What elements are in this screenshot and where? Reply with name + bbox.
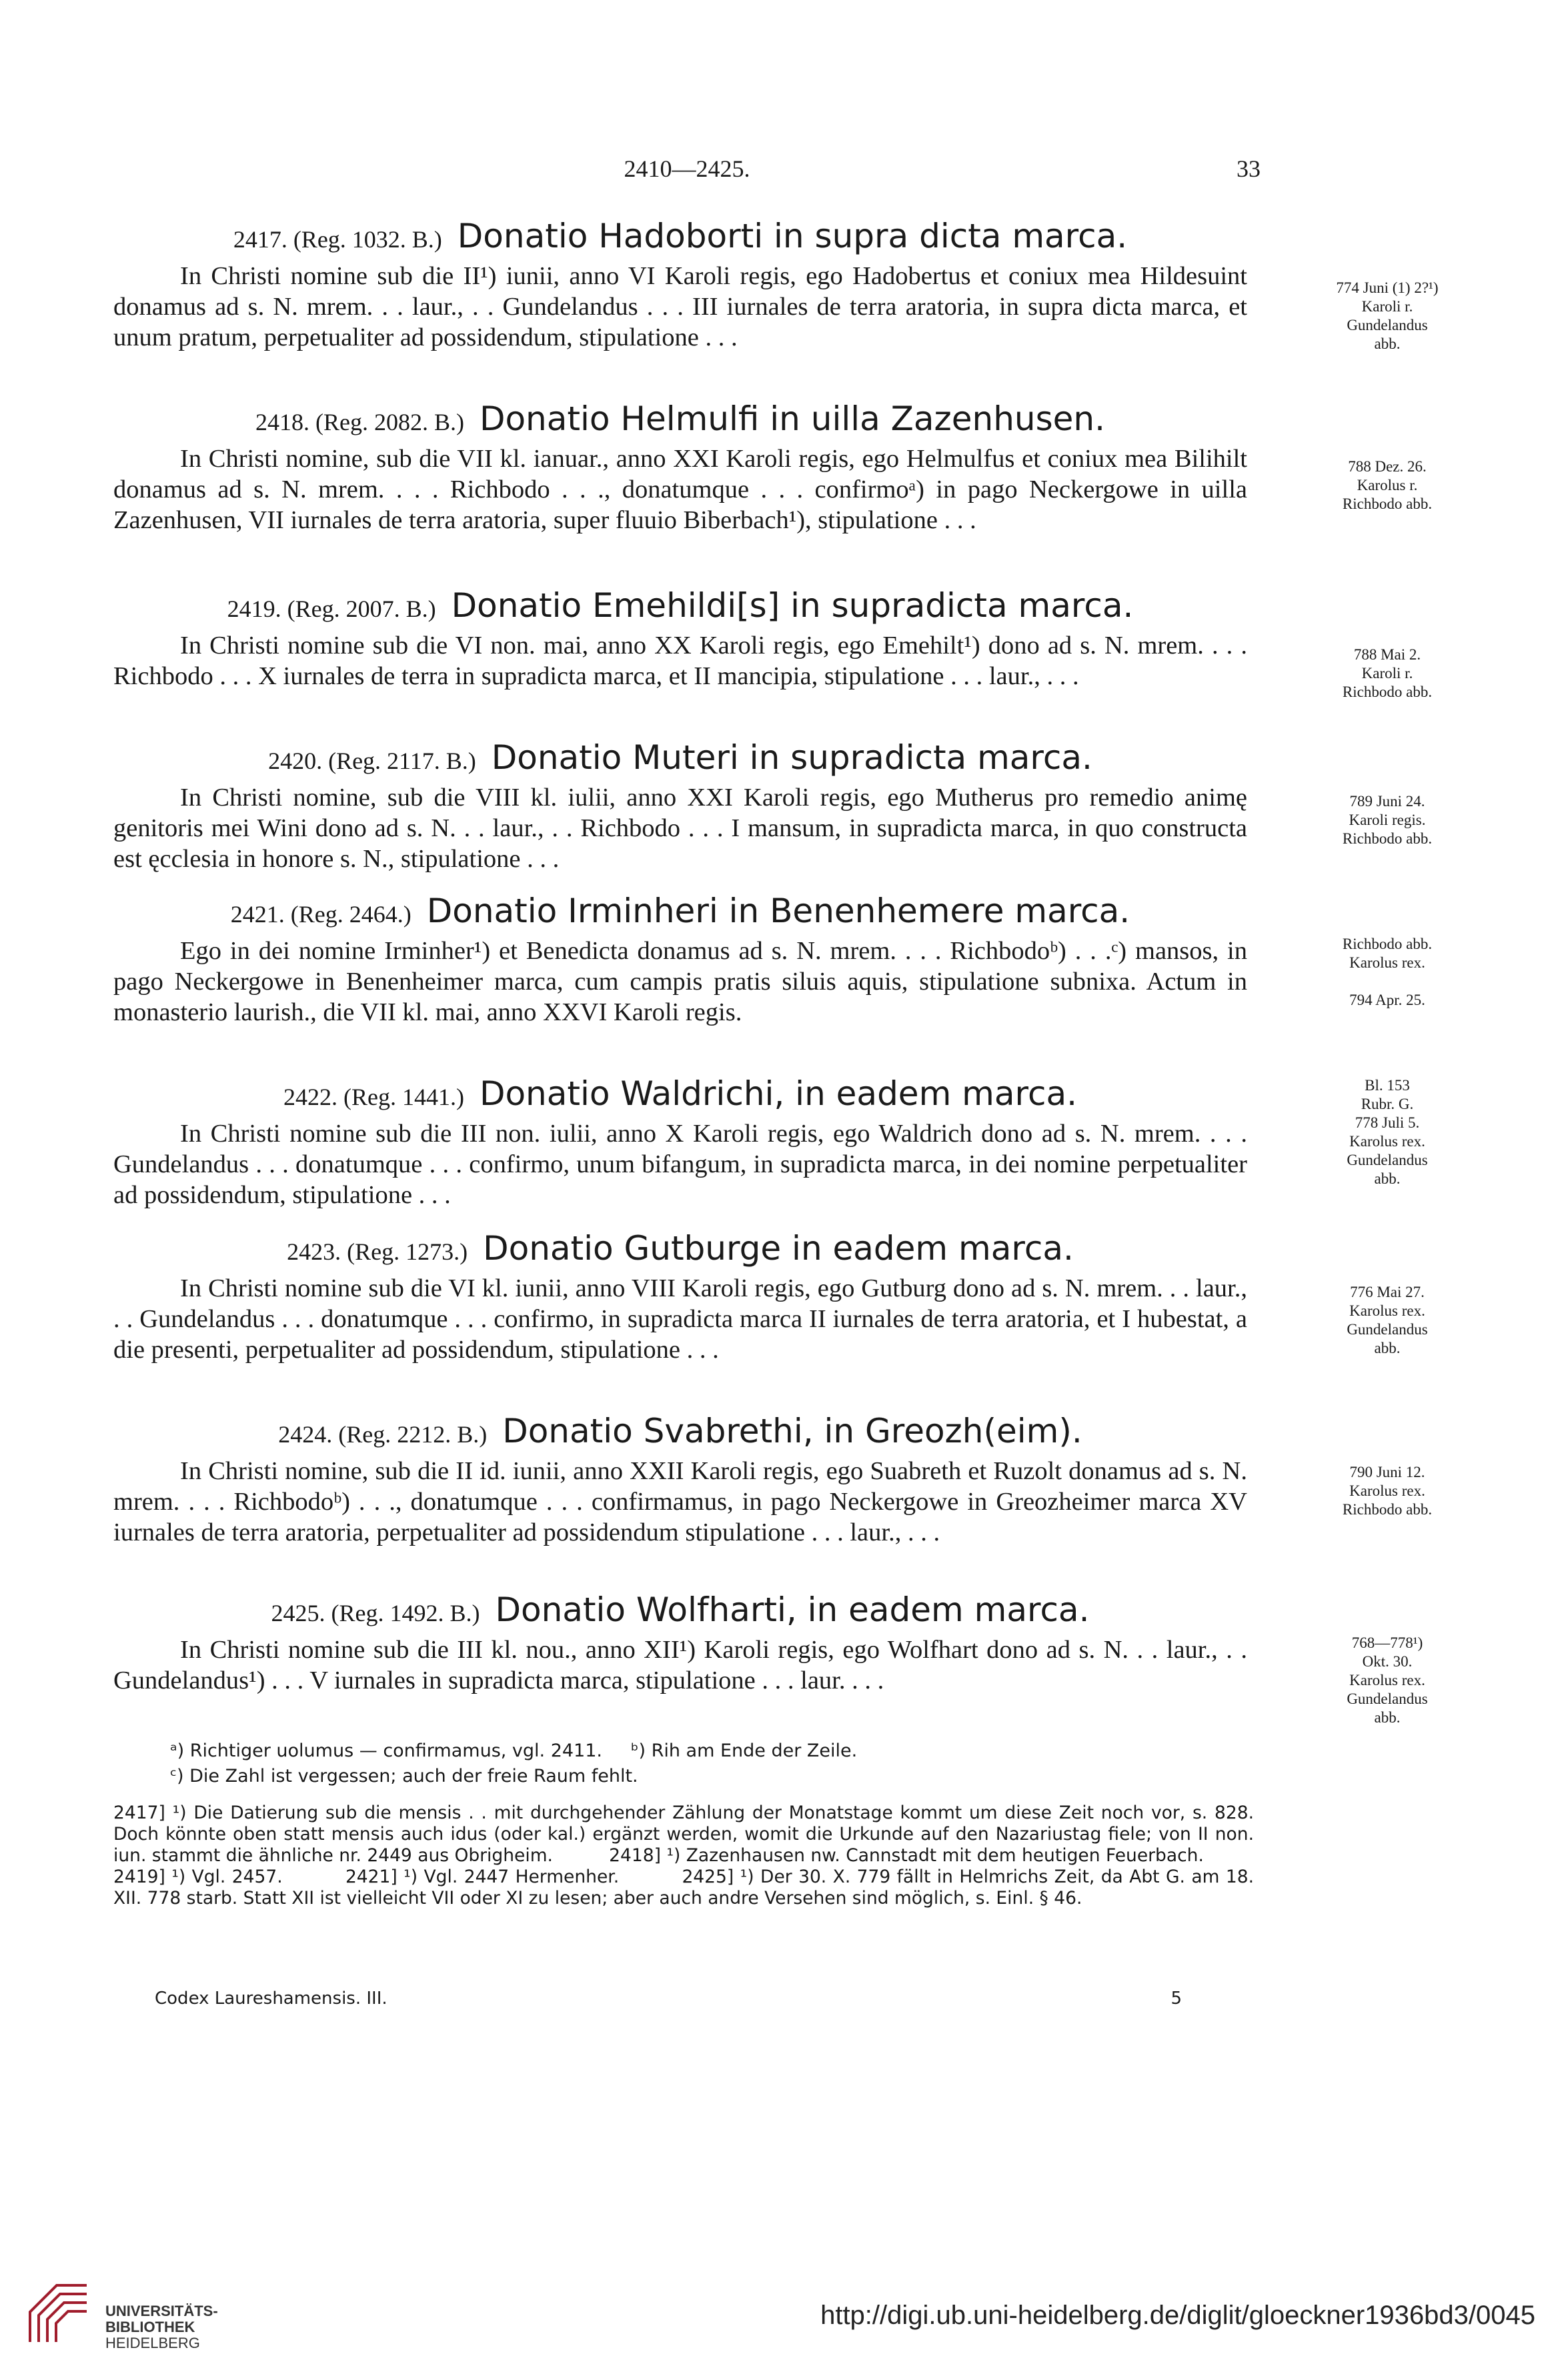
entry-text: In Christi nomine sub die VI kl. iunii, anno VIII Karoli regis, ego Gutburg dono ad s. N. mrem. . . laur., . . Gundelandus . . . donatumque . . . confirmo, in supradicta marca II iurnales de terra aratoria, et I hubestat, a die presenti, perpetualiter ad possidendum, stipulatione . . .: [113, 1274, 1247, 1364]
margin-note: [1254, 646, 1521, 702]
margin-note: [1254, 1283, 1521, 1358]
charter-entry: [113, 890, 1247, 1028]
entry-title: Donatio Irminheri in Benenhemere marca.: [426, 892, 1130, 930]
textual-notes: [170, 1738, 1237, 1789]
margin-line: abb.: [1374, 335, 1401, 352]
margin-line: Richbodo abb.: [1342, 936, 1433, 952]
entry-title: Donatio Svabrethi, in Greozh(eim).: [502, 1412, 1082, 1450]
entry-title: Donatio Wolfharti, in eadem marca.: [495, 1590, 1090, 1629]
margin-line: 788 Dez. 26.: [1348, 458, 1427, 475]
entry-reg: (Reg. 1492. B.): [331, 1600, 480, 1626]
margin-line: 790 Juni 12.: [1349, 1464, 1425, 1480]
margin-line: Richbodo abb.: [1342, 495, 1433, 512]
footnote-paragraph: 2419] ¹) Vgl. 2457. 2421] ¹) Vgl. 2447 Hermenher. 2425] ¹) Der 30. X. 779 fällt in Helmrichs Zeit, da Abt G. am 18. XII. 778 starb. Statt XII ist vielleicht VII oder XI zu lesen; aber auch andre Versehen sind möglich, s. Einl. § 46.: [113, 1867, 1260, 1909]
entry-number: 2423.: [287, 1238, 341, 1265]
margin-line: Richbodo abb.: [1342, 1501, 1433, 1518]
margin-note: [1254, 792, 1521, 848]
charter-entry: [113, 584, 1247, 692]
entry-reg: (Reg. 1273.): [347, 1238, 468, 1265]
margin-line: Rubr. G.: [1361, 1096, 1414, 1112]
entry-text: In Christi nomine, sub die II id. iunii, anno XXII Karoli regis, ego Suabreth et Ruzolt donamus ad s. N. mrem. . . . Richbodoᵇ) . . ., donatumque . . . confirmamus, in pago Neckergowe in Greozheimer marca XV iurnales de terra aratoria, perpetualiter ad possidendum stipulatione . . . laur., . . .: [113, 1457, 1247, 1546]
margin-note: [1254, 1076, 1521, 1188]
margin-line: Bl. 153: [1365, 1077, 1410, 1094]
textual-note-line: ᵃ) Richtiger uolumus — confirmamus, vgl. 2411. ᵇ) Rih am Ende der Zeile.: [170, 1740, 858, 1761]
entry-heading: [113, 1227, 1247, 1273]
margin-line: [1254, 972, 1521, 991]
footnote-paragraph: 2417] ¹) Die Datierung sub die mensis . . mit durchgehender Zählung der Monatstage kommt um diese Zeit noch vor, s. 828. Doch könnte oben statt mensis auch idus (oder kal.) ergänzt werden, womit die Urkunde auf den Nazariustag fiele; von II non. iun. stammt die ähnliche nr. 2449 aus Obrigheim. 2418] ¹) Zazenhausen nw. Cannstadt mit dem heutigen Feuerbach.: [113, 1803, 1260, 1866]
entry-reg: (Reg. 1441.): [343, 1084, 464, 1110]
entry-number: 2425.: [271, 1600, 325, 1626]
charter-entry: [113, 736, 1247, 874]
entry-number: 2421.: [230, 901, 285, 928]
entry-heading: [113, 1588, 1247, 1634]
entry-text: Ego in dei nomine Irminher¹) et Benedicta donamus ad s. N. mrem. . . . Richbodoᵇ) . . .ᶜ) mansos, in pago Neckergowe in Benenheimer marca, cum campis pratis siluis aquis, stipulatione subnixa. Actum in monasterio laurish., die VII kl. mai, anno XXVI Karoli regis.: [113, 937, 1247, 1026]
running-head-range: 2410—2425.: [624, 155, 750, 182]
entry-reg: (Reg. 2212. B.): [338, 1421, 488, 1448]
page-number: 33: [1237, 155, 1261, 182]
library-name: [105, 2303, 218, 2351]
charter-entry: [113, 1588, 1247, 1696]
margin-line: 794 Apr. 25.: [1349, 992, 1425, 1008]
signature-line: [155, 1989, 1182, 2009]
margin-line: Karoli r.: [1361, 298, 1413, 315]
margin-line: Karolus rex.: [1349, 954, 1425, 971]
margin-line: Karolus rex.: [1349, 1482, 1425, 1499]
entry-number: 2424.: [278, 1421, 333, 1448]
entry-title: Donatio Muteri in supradicta marca.: [491, 738, 1092, 777]
entry-heading: [113, 890, 1247, 936]
margin-line: Karolus rex.: [1349, 1302, 1425, 1319]
entry-heading: [113, 397, 1247, 443]
entry-reg: (Reg. 2007. B.): [287, 596, 436, 622]
entry-text: In Christi nomine, sub die VII kl. ianuar., anno XXI Karoli regis, ego Helmulfus et coniux mea Bilihilt donamus ad s. N. mrem. . . . Richbodo . . ., donatumque . . . confirmoᵃ) in pago Neckergowe in uilla Zazenhusen, VII iurnales de terra aratoria, super fluuio Biberbach¹), stipulatione . . .: [113, 445, 1247, 534]
margin-line: 788 Mai 2.: [1353, 646, 1421, 663]
entry-text: In Christi nomine sub die III kl. nou., anno XII¹) Karoli regis, ego Wolfhart dono ad s. N. . . laur., . . Gundelandus¹) . . . V iurnales in supradicta marca, stipulatione . . . laur. . . .: [113, 1636, 1247, 1694]
entry-text: In Christi nomine sub die VI non. mai, anno XX Karoli regis, ego Emehilt¹) dono ad s. N. mrem. . . . Richbodo . . . X iurnales de terra in supradicta marca, et II mancipia, stipulatione . . . laur., . . .: [113, 632, 1247, 690]
entry-number: 2417.: [233, 226, 287, 253]
entry-heading: [113, 584, 1247, 630]
entry-reg: (Reg. 1032. B.): [293, 226, 442, 253]
margin-line: 774 Juni (1) 2?¹): [1336, 279, 1439, 296]
signature-mark: 5: [1170, 1989, 1182, 2009]
margin-line: 776 Mai 27.: [1350, 1284, 1425, 1300]
entry-text: In Christi nomine sub die II¹) iunii, anno VI Karoli regis, ego Hadobertus et coniux mea Hildesuint donamus ad s. N. mrem. . . laur., . . Gundelandus . . . III iurnales de terra aratoria, in supra dicta marca, et unum pratum, perpetualiter ad possidendum, stipulatione . . .: [113, 262, 1247, 351]
margin-line: Gundelandus: [1347, 1321, 1428, 1338]
textual-note-line: ᶜ) Die Zahl ist vergessen; auch der freie Raum fehlt.: [170, 1766, 638, 1787]
margin-line: Okt. 30.: [1362, 1653, 1413, 1670]
margin-line: 778 Juli 5.: [1355, 1114, 1420, 1131]
entry-number: 2419.: [227, 596, 281, 622]
library-logo-icon: [27, 2282, 90, 2345]
margin-line: Karoli regis.: [1349, 812, 1426, 828]
entry-heading: [113, 1072, 1247, 1118]
charter-entry: [113, 1410, 1247, 1548]
margin-note: [1254, 1634, 1521, 1727]
footnotes: [113, 1803, 1260, 1909]
entry-title: Donatio Waldrichi, in eadem marca.: [479, 1074, 1077, 1113]
margin-line: Gundelandus: [1347, 317, 1428, 333]
entry-reg: (Reg. 2464.): [290, 901, 412, 928]
entry-reg: (Reg. 2117. B.): [328, 748, 476, 774]
margin-line: Gundelandus: [1347, 1152, 1428, 1168]
margin-note: [1254, 457, 1521, 513]
charter-entry: [113, 397, 1247, 535]
margin-line: Richbodo abb.: [1342, 830, 1433, 847]
margin-line: abb.: [1374, 1709, 1401, 1726]
margin-note: [1254, 279, 1521, 353]
charter-entry: [113, 215, 1247, 353]
entry-number: 2422.: [283, 1084, 337, 1110]
library-name-line: UNIVERSITÄTS-: [105, 2303, 218, 2319]
charter-entry: [113, 1072, 1247, 1210]
entry-text: In Christi nomine, sub die VIII kl. iulii, anno XXI Karoli regis, ego Mutherus pro remedio animę genitoris mei Wini dono ad s. N. . . laur., . . Richbodo . . . I mansum, in supradicta marca, in quo constructa est ęcclesia in honore s. N., stipulatione . . .: [113, 784, 1247, 873]
margin-line: 768—778¹): [1351, 1634, 1423, 1651]
margin-line: Karolus rex.: [1349, 1133, 1425, 1150]
entry-heading: [113, 215, 1247, 261]
margin-line: Gundelandus: [1347, 1690, 1428, 1707]
library-name-line: HEIDELBERG: [105, 2335, 200, 2351]
margin-line: Richbodo abb.: [1342, 684, 1433, 700]
entry-title: Donatio Hadoborti in supra dicta marca.: [457, 217, 1128, 255]
margin-line: abb.: [1374, 1170, 1401, 1187]
entry-heading: [113, 1410, 1247, 1456]
entry-reg: (Reg. 2082. B.): [315, 409, 464, 435]
margin-line: Karolus r.: [1357, 477, 1418, 493]
source-url-link[interactable]: http://digi.ub.uni-heidelberg.de/diglit/gloeckner1936bd3/0045: [820, 2301, 1535, 2330]
margin-line: 789 Juni 24.: [1349, 793, 1425, 810]
signature-title: Codex Laureshamensis. III.: [155, 1989, 387, 2009]
charter-entry: [113, 1227, 1247, 1365]
margin-note: [1254, 935, 1521, 1010]
entry-title: Donatio Helmulfi in uilla Zazenhusen.: [479, 399, 1106, 438]
margin-line: Karoli r.: [1361, 665, 1413, 682]
entry-number: 2418.: [255, 409, 309, 435]
entry-text: In Christi nomine sub die III non. iulii, anno X Karoli regis, ego Waldrich dono ad s. N. mrem. . . . Gundelandus . . . donatumque . . . confirmo, unum bifangum, in supradicta marca, in dei nomine perpetualiter ad possidendum, stipulatione . . .: [113, 1120, 1247, 1209]
entry-title: Donatio Emehildi[s] in supradicta marca.: [451, 586, 1134, 625]
entry-number: 2420.: [268, 748, 323, 774]
margin-line: abb.: [1374, 1340, 1401, 1356]
entry-heading: [113, 736, 1247, 782]
margin-line: Karolus rex.: [1349, 1672, 1425, 1688]
library-name-line: BIBLIOTHEK: [105, 2319, 195, 2335]
entry-title: Donatio Gutburge in eadem marca.: [483, 1229, 1074, 1268]
margin-note: [1254, 1463, 1521, 1519]
